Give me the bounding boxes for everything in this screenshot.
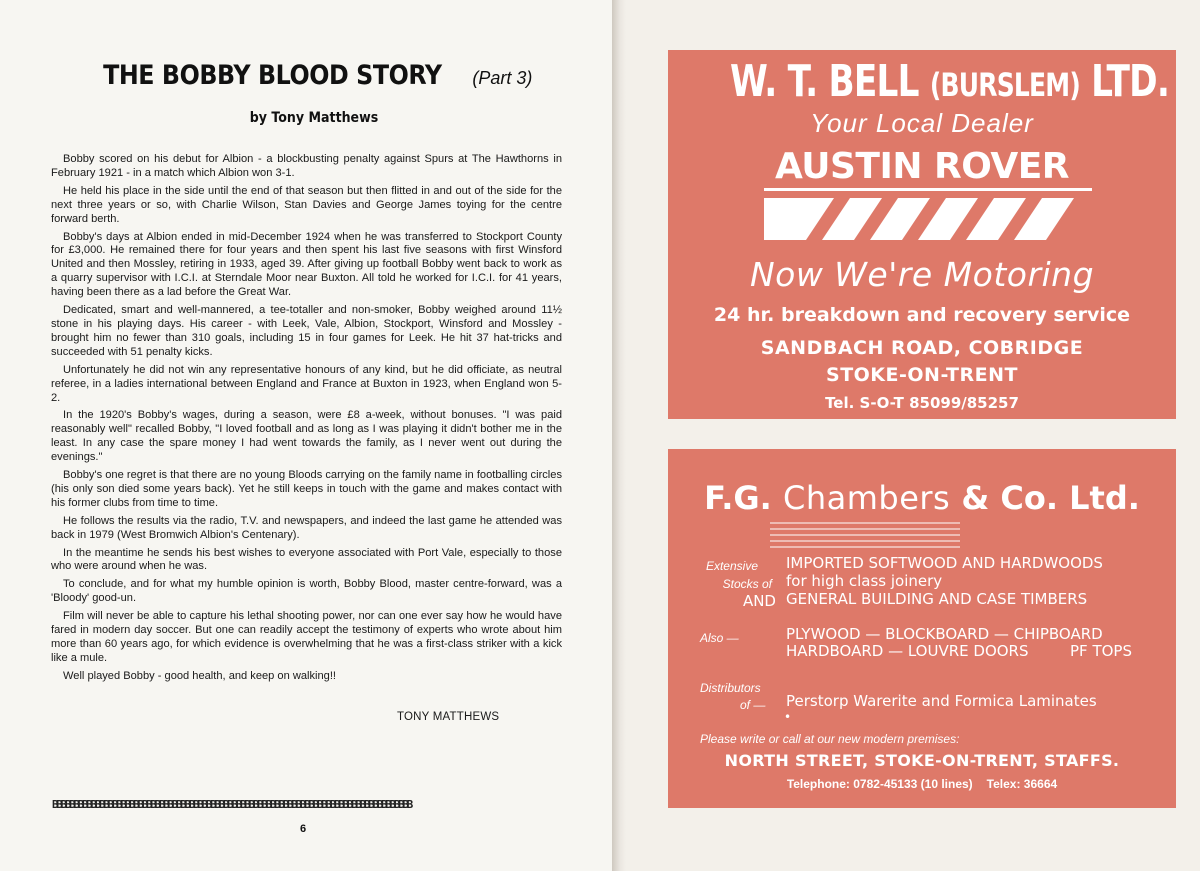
page-number: 6 [300, 823, 307, 835]
label-stocks-of: Stocks of [722, 577, 772, 591]
bell-name-mid: (BURSLEM) [929, 66, 1080, 104]
also-line-1: PLYWOOD — BLOCKBOARD — CHIPBOARD [786, 625, 1103, 643]
decorative-divider: BBBBBBBBBBBBBBBBBBBBBBBBBBBBBBBBBBBBBBBBBBBBBBBBBBBBBBBBBBBBBBBBBBBBBBBBBBBBBBBBBBBB [52, 798, 411, 811]
article-paragraph: Dedicated, smart and well-mannered, a tee-totaller and non-smoker, Bobby weighed around 11½ stone in his playing days. His career - with Leek, Vale, Albion, Stockport, Winsford and Mossley - brought him no fewer than 310 goals, including 15 in four games for Leek. He hit 37 hat-tricks and succeeded with 51 penalty kicks. [51, 304, 562, 358]
article-paragraph: Unfortunately he did not win any representative honours of any kind, but he did officiate, as neutral referee, in a ladies international between England and France at Buxton in 1923, when England won 5-2. [51, 363, 562, 404]
invitation-text: Please write or call at our new modern premises: [700, 732, 960, 746]
byline: by Tony Matthews [249, 110, 379, 126]
story-title-main: THE BOBBY BLOOD STORY [102, 60, 442, 91]
book-gutter [612, 0, 626, 871]
story-title [0, 60, 612, 91]
author-signature: TONY MATTHEWS [397, 711, 500, 723]
article-paragraph: Film will never be able to capture his lethal shooting power, nor can one ever say how he would have fared in modern day soccer. But one can readily accept the testimony of experts who wrote about him more than 60 years ago, for which evidence is overwhelming that he was a first-class striker with a kick like a mule. [51, 610, 562, 664]
label-also: Also — [700, 631, 739, 645]
article-paragraph: He follows the results via the radio, T.V. and newspapers, and indeed the last game he attended was back in 1979 (West Bromwich Albion's Centenary). [51, 514, 562, 541]
article-paragraph: To conclude, and for what my humble opinion is worth, Bobby Blood, master centre-forward, was a 'Bloody' good-un. [51, 578, 562, 605]
bullet: • [784, 710, 792, 724]
distributor-products: Perstorp Warerite and Formica Laminates [786, 692, 1097, 710]
article-paragraph: In the 1920's Bobby's wages, during a season, were £8 a-week, without bonuses. "I was paid reasonably well" recalled Bobby, "I loved football and as long as I was playing it didn't bother me in the least. In any case the spare money I had went towards the family, as I never went out during the evenings." [51, 409, 562, 464]
article-body [51, 153, 562, 688]
article-paragraph: Bobby scored on his debut for Albion - a blockbusting penalty against Spurs at The Hawthorns in February 1921 - in a match which Albion won 3-1. [51, 153, 562, 179]
bell-advertisement [668, 50, 1176, 419]
article-paragraph: Bobby's days at Albion ended in mid-December 1924 when he was transferred to Stockport County for £3,000. He remained there for four years and then spent his last five seasons with first Winsford United and then Mossley, retiring in 1933, aged 39. After giving up football Bobby went back to work as a quarry supervisor with I.C.I. at Sterndale Moor near Buxton. All told he worked for I.C.I. for 41 years, having been there as a lad before the Great War. [51, 230, 562, 299]
also-line-2: HARDBOARD — LOUVRE DOORS [786, 642, 1029, 660]
label-of: of — [740, 698, 766, 712]
stock-line-2: for high class joinery [786, 572, 943, 590]
bell-name-main: W. T. BELL [729, 56, 919, 107]
stock-line-3: GENERAL BUILDING AND CASE TIMBERS [786, 590, 1088, 608]
chambers-advertisement [668, 449, 1176, 808]
also-line-3: PF TOPS [1070, 642, 1132, 660]
article-paragraph: Well played Bobby - good health, and keep on walking!! [63, 669, 337, 682]
chambers-address: NORTH STREET, STOKE-ON-TRENT, STAFFS. [724, 751, 1120, 770]
article-paragraph: He held his place in the side until the end of that season but then flitted in and out of the side for the next three years or so, with Charlie Wilson, Stan Davies and George James toying for the centre forward berth. [51, 184, 562, 225]
article-paragraph: Bobby's one regret is that there are no young Bloods carrying on the family name in footballing circles (his only son died some years back). Yet he still keeps in touch with the game and makes contact with his former clubs from time to time. [51, 469, 562, 509]
chambers-telex: Telex: 36664 [986, 777, 1058, 791]
austin-rover-brand: AUSTIN ROVER [774, 146, 1070, 187]
article-paragraph: In the meantime he sends his best wishes to everyone associated with Port Vale, especially to those who were around when he was. [51, 546, 562, 573]
bell-company-name [668, 56, 1176, 107]
stock-line-1: IMPORTED SOFTWOOD AND HARDWOODS [786, 554, 1103, 572]
label-distributors: Distributors [700, 681, 761, 695]
bell-service: 24 hr. breakdown and recovery service [713, 304, 1131, 326]
chambers-name-suffix: & Co. Ltd. [961, 479, 1140, 517]
chambers-company-name [668, 479, 1176, 517]
austin-rover-stripes-logo [764, 188, 1092, 242]
bell-address-town: STOKE-ON-TRENT [826, 364, 1018, 386]
bell-tagline: Your Local Dealer [810, 108, 1034, 138]
bell-slogan: Now We're Motoring [749, 255, 1095, 294]
chambers-name-initials: F.G. [704, 479, 772, 517]
chambers-contact [668, 777, 1176, 791]
chambers-telephone: Telephone: 0782-45133 (10 lines) [786, 777, 973, 791]
bell-address-road: SANDBACH ROAD, COBRIDGE [760, 337, 1084, 359]
bell-telephone: Tel. S-O-T 85099/85257 [825, 394, 1019, 412]
bell-name-end: LTD. [1091, 56, 1170, 107]
chambers-name-main: Chambers [782, 479, 951, 517]
label-and: AND [742, 592, 776, 610]
story-title-part: (Part 3) [472, 68, 533, 88]
label-extensive: Extensive [705, 559, 758, 573]
decorative-lines [770, 519, 960, 549]
